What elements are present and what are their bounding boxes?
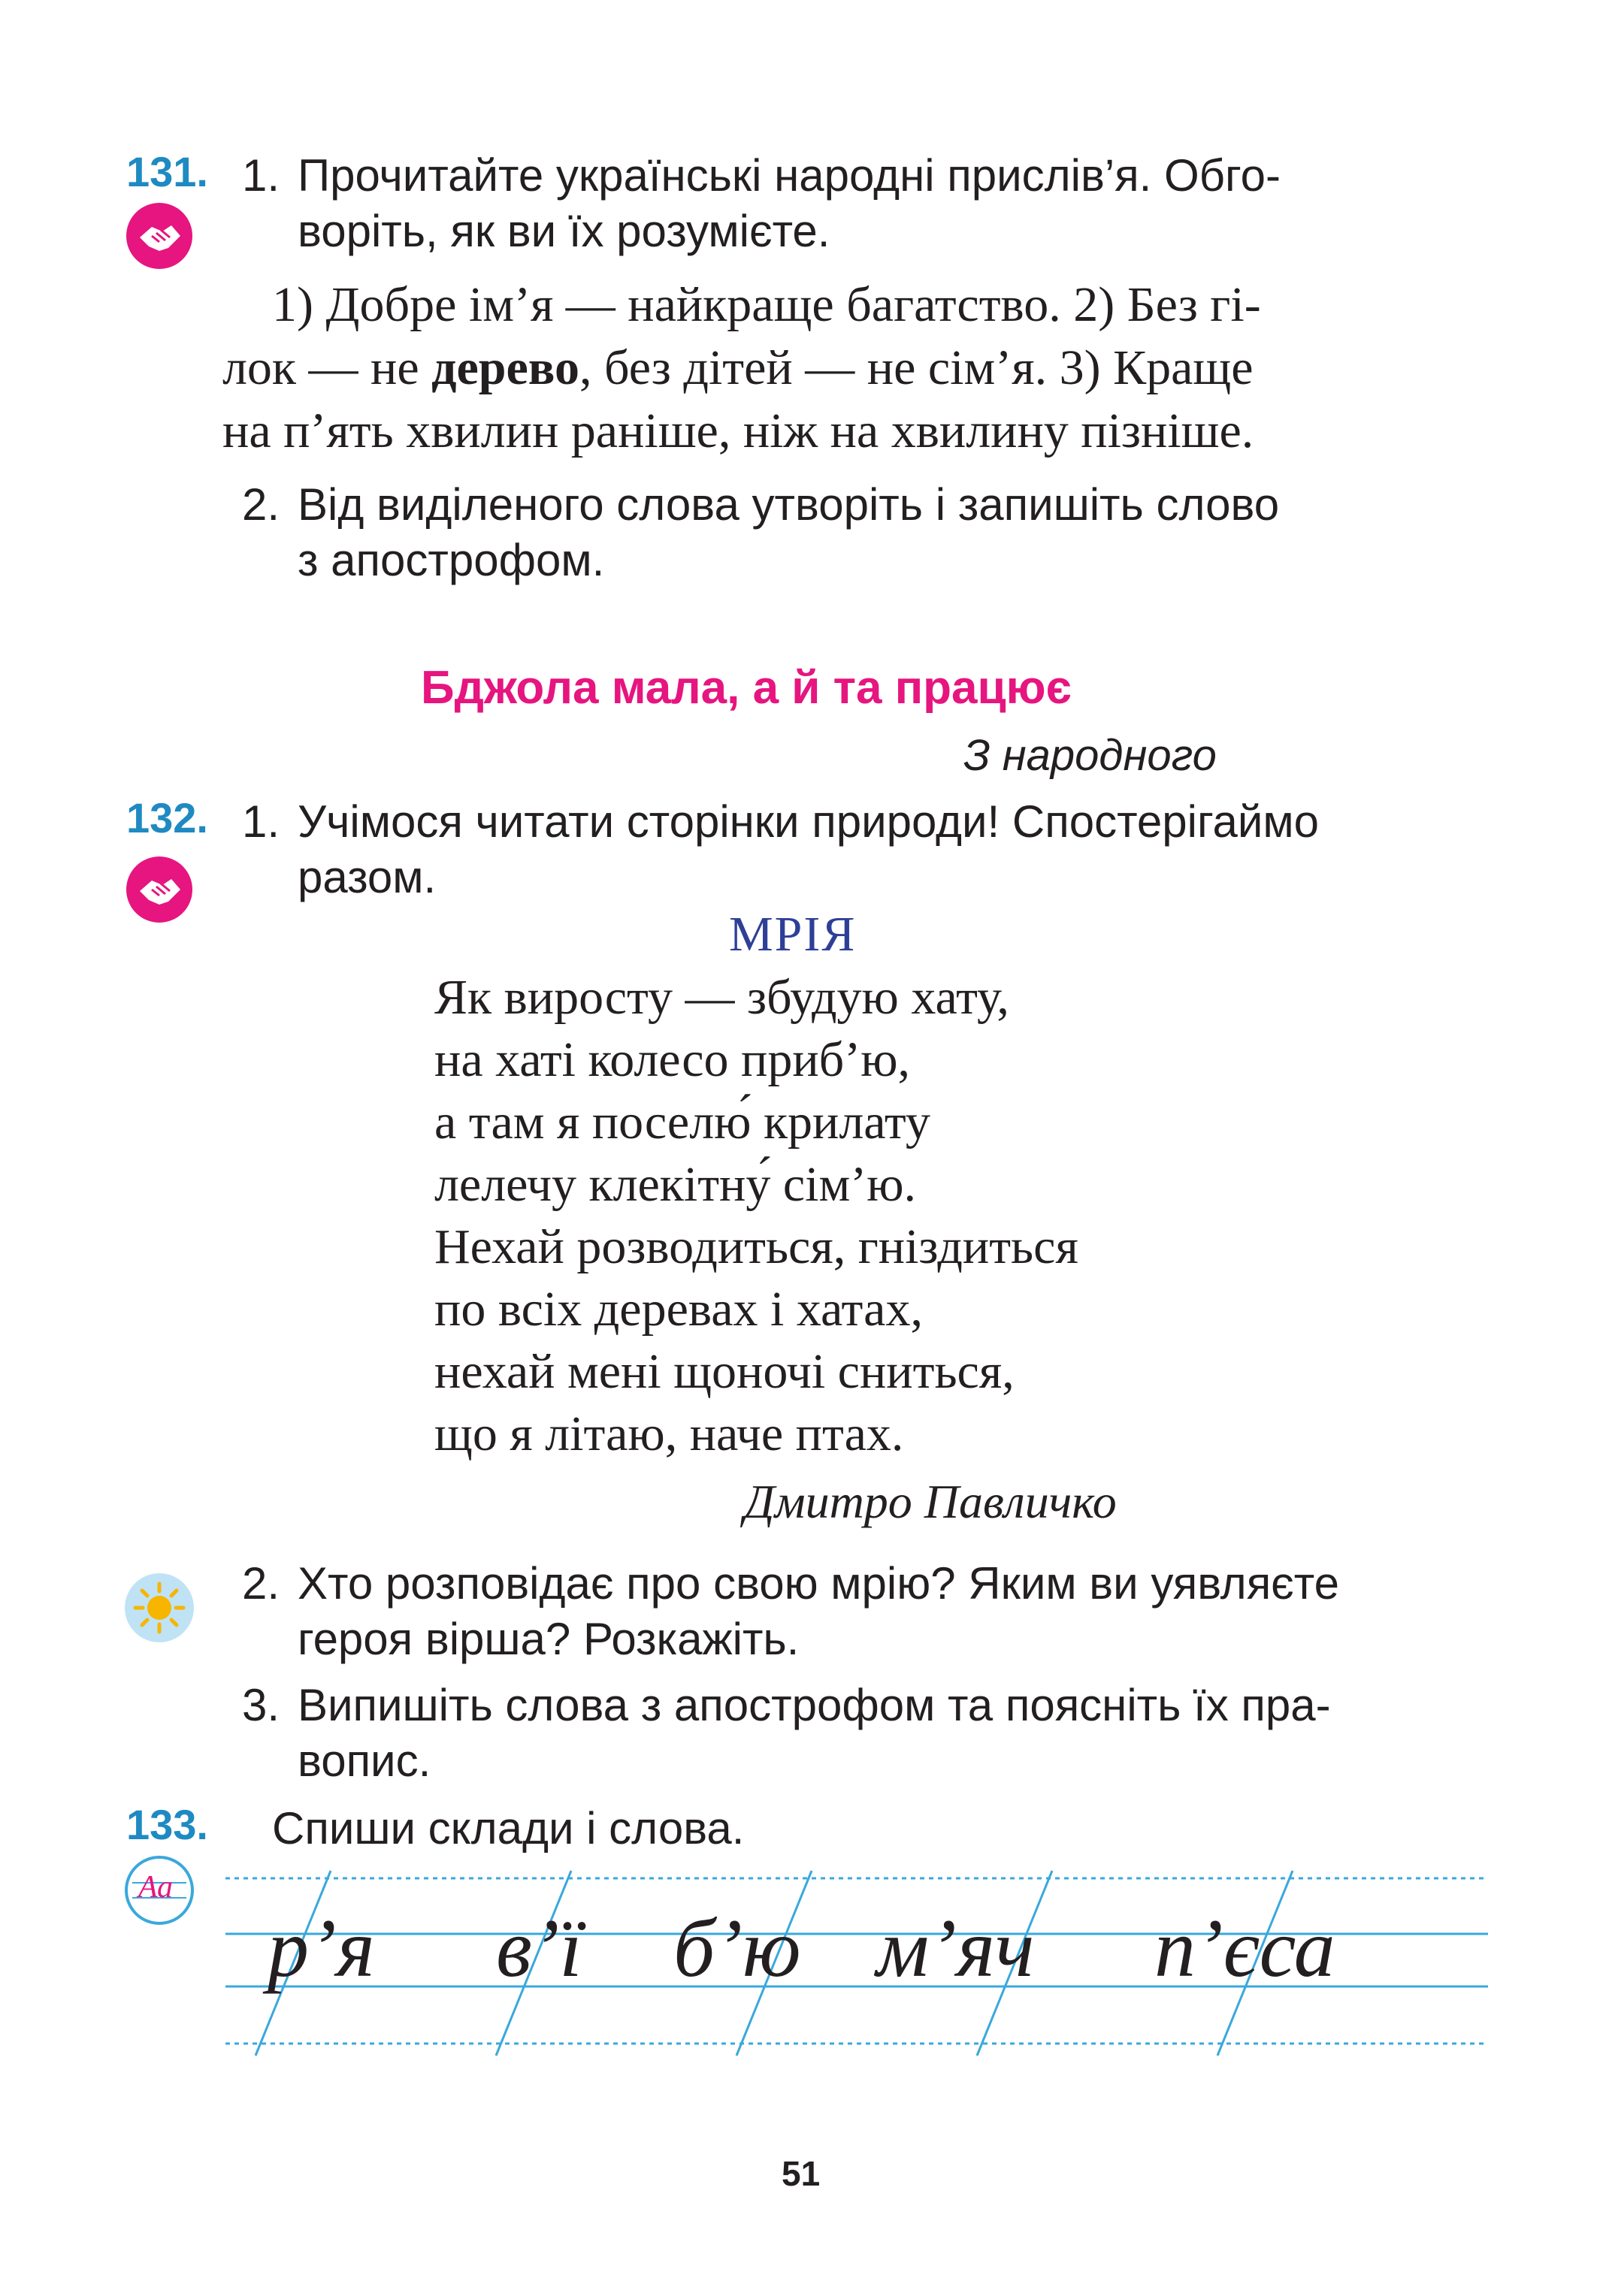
- poem-author: Дмитро Павличко: [744, 1475, 1117, 1528]
- proverbs-line2-a: лок — не: [222, 340, 432, 395]
- ex132-task3-num: 3.: [242, 1680, 280, 1730]
- handshake-icon: [126, 856, 192, 923]
- poem-line: Як виросту — збудую хату,: [434, 970, 1009, 1025]
- proverbs-line3: на п’ять хвилин раніше, ніж на хвилину пізніше.: [222, 403, 1254, 458]
- ex132-task3-line1: Випишіть слова з апострофом та поясніть їх пра-: [298, 1680, 1331, 1730]
- cursive-item: п’єса: [1154, 1902, 1335, 1994]
- ex132-task2-line2: героя вірша? Розкажіть.: [298, 1614, 800, 1664]
- ex133-text: Спиши склади і слова.: [272, 1803, 745, 1853]
- ex132-task1-line2: разом.: [298, 852, 437, 902]
- section-source: З народного: [963, 731, 1217, 780]
- writing-icon-label: Аа: [138, 1870, 174, 1905]
- cursive-item: в’ї: [496, 1902, 582, 1994]
- writing-aa-icon: [125, 1856, 194, 1925]
- section-heading: Бджола мала, а й та працює: [421, 662, 1072, 714]
- poem-line: по всіх деревах і хатах,: [434, 1282, 923, 1337]
- ex131-task2-num: 2.: [242, 479, 280, 530]
- ex131-task1-line1: Прочитайте українські народні прислів’я. Обго-: [298, 150, 1281, 201]
- exercise-number-132: 132.: [126, 794, 208, 841]
- highlighted-word: дерево: [431, 340, 579, 395]
- ex132-task1-num: 1.: [242, 796, 280, 847]
- ex132-task1-line1: Учімося читати сторінки природи! Спостерігаймо: [298, 796, 1320, 847]
- poem-line: нехай мені щоночі сниться,: [434, 1344, 1015, 1399]
- exercise-number-133: 133.: [126, 1801, 208, 1848]
- poem-line: що я літаю, наче птах.: [434, 1406, 904, 1461]
- proverbs-line2: [222, 335, 1254, 401]
- ex132-task2-line1: Хто розповідає про свою мрію? Яким ви уявляєте: [298, 1558, 1339, 1609]
- poem-line: лелечу клекітну́ сім’ю.: [434, 1157, 917, 1212]
- poem-title: МРІЯ: [729, 907, 857, 962]
- ex131-task2-line1: Від виділеного слова утворіть і запишіть слово: [298, 479, 1280, 530]
- page-number: 51: [782, 2154, 821, 2193]
- ex132-task3-line2: вопис.: [298, 1736, 431, 1786]
- exercise-number-131: 131.: [126, 148, 208, 195]
- ex132-task2-num: 2.: [242, 1558, 280, 1609]
- cursive-item: м’яч: [876, 1902, 1035, 1994]
- handshake-icon: [126, 203, 192, 269]
- proverbs-line2-b: , без дітей — не сім’я. 3) Краще: [579, 340, 1254, 395]
- poem-line: Нехай розводиться, гніздиться: [434, 1219, 1078, 1274]
- cursive-item: р’я: [268, 1902, 375, 1994]
- proverbs-line1: 1) Добре ім’я — найкраще багатство. 2) Без гі-: [272, 277, 1261, 332]
- sun-icon: [125, 1573, 194, 1642]
- poem-line: а там я поселю́ крилату: [434, 1095, 930, 1150]
- ex131-task2-line2: з апострофом.: [298, 535, 605, 585]
- ex131-task1-line2: воріть, як ви їх розумієте.: [298, 206, 830, 256]
- cursive-item: б’ю: [673, 1902, 801, 1994]
- poem-line: на хаті колесо приб’ю,: [434, 1032, 911, 1087]
- poem: [434, 966, 1078, 1465]
- ex131-task1-num: 1.: [242, 150, 280, 201]
